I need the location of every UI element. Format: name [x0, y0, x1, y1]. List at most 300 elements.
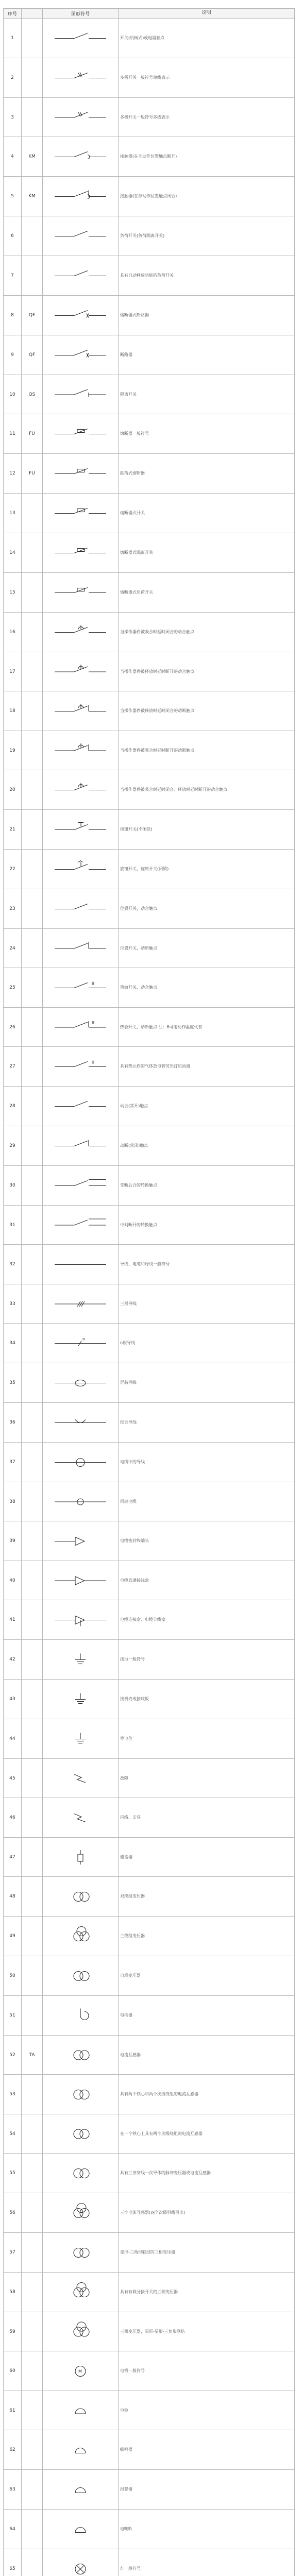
row-description: 电抗器 — [119, 1996, 295, 2036]
row-index: 15 — [4, 573, 22, 613]
row-code — [22, 731, 43, 770]
three-wire-icon — [44, 1286, 116, 1322]
row-code — [22, 850, 43, 889]
symbol-table — [3, 8, 295, 2576]
header-code — [22, 9, 43, 19]
row-description: 中间断开的转换触点 — [119, 1206, 295, 1245]
table-row — [4, 2510, 295, 2549]
row-symbol — [43, 375, 119, 414]
row-symbol — [43, 770, 119, 810]
row-index: 55 — [4, 2154, 22, 2193]
fuse-disc2-icon — [44, 535, 116, 571]
row-index: 11 — [4, 414, 22, 454]
row-index: 9 — [4, 335, 22, 375]
row-code — [22, 2075, 43, 2114]
row-symbol — [43, 1482, 119, 1521]
row-description: 动合(常开)触点 — [119, 1087, 295, 1126]
row-index: 21 — [4, 810, 22, 850]
row-index: 17 — [4, 652, 22, 691]
table-row — [4, 1917, 295, 1956]
row-symbol — [43, 1324, 119, 1363]
row-index: 34 — [4, 1324, 22, 1363]
row-symbol — [43, 2114, 119, 2154]
row-code: KM — [22, 137, 43, 177]
row-index: 38 — [4, 1482, 22, 1521]
table-row — [4, 770, 295, 810]
row-code — [22, 652, 43, 691]
fuse-switch-icon — [44, 416, 116, 452]
row-code — [22, 494, 43, 533]
contactor-icon — [44, 139, 116, 175]
row-description: 接机壳或接底板 — [119, 1680, 295, 1719]
row-code — [22, 216, 43, 256]
row-symbol — [43, 2351, 119, 2391]
row-symbol — [43, 2075, 119, 2114]
row-code — [22, 533, 43, 573]
row-index: 48 — [4, 1877, 22, 1917]
table-row — [4, 1680, 295, 1719]
switch-plain-icon — [44, 20, 116, 57]
row-index: 43 — [4, 1680, 22, 1719]
row-index: 49 — [4, 1917, 22, 1956]
header-index: 序号 — [4, 9, 22, 19]
row-symbol — [43, 1917, 119, 1956]
row-description: 多极开关一般符号多线表示 — [119, 98, 295, 137]
row-description: 电缆中的导线 — [119, 1443, 295, 1482]
table-row — [4, 2114, 295, 2154]
row-code — [22, 1403, 43, 1443]
row-code — [22, 1719, 43, 1759]
transformer-icon — [44, 1878, 116, 1915]
row-index: 26 — [4, 1008, 22, 1047]
cable-icon — [44, 1444, 116, 1481]
row-index: 31 — [4, 1206, 22, 1245]
row-code: TA — [22, 2036, 43, 2075]
row-symbol — [43, 2391, 119, 2430]
row-description: 热敏开关，动断触点 注：θ可用动作温度代替 — [119, 1008, 295, 1047]
table-row — [4, 1561, 295, 1600]
row-index: 54 — [4, 2114, 22, 2154]
row-description: 接触器(在非动作位置触点闭合) — [119, 177, 295, 216]
row-code — [22, 2351, 43, 2391]
row-symbol — [43, 216, 119, 256]
row-index: 22 — [4, 850, 22, 889]
twisted-icon — [44, 1404, 116, 1441]
table-row — [4, 494, 295, 533]
row-description: 报警器 — [119, 2470, 295, 2510]
row-symbol — [43, 1206, 119, 1245]
table-row — [4, 613, 295, 652]
row-code — [22, 1324, 43, 1363]
row-symbol — [43, 1996, 119, 2036]
table-row — [4, 2154, 295, 2193]
row-index: 16 — [4, 613, 22, 652]
row-index: 27 — [4, 1047, 22, 1087]
row-symbol — [43, 137, 119, 177]
row-index: 14 — [4, 533, 22, 573]
row-index: 1 — [4, 19, 22, 58]
row-index: 64 — [4, 2510, 22, 2549]
row-description: 位置开关，动断触点 — [119, 929, 295, 968]
row-description: 三个电流互感器(四个次级引线引出) — [119, 2193, 295, 2233]
row-symbol — [43, 929, 119, 968]
row-code — [22, 98, 43, 137]
row-symbol — [43, 1245, 119, 1284]
row-index: 61 — [4, 2391, 22, 2430]
row-code — [22, 2391, 43, 2430]
table-row — [4, 1166, 295, 1206]
motor-icon — [44, 2353, 116, 2389]
row-symbol — [43, 613, 119, 652]
row-index: 46 — [4, 1798, 22, 1838]
row-code — [22, 1640, 43, 1680]
row-symbol — [43, 1759, 119, 1798]
row-symbol — [43, 2036, 119, 2075]
row-description: 熔断器式断路器 — [119, 296, 295, 335]
row-index: 32 — [4, 1245, 22, 1284]
t-junction-icon — [44, 1602, 116, 1638]
changeover-icon — [44, 1167, 116, 1204]
row-code: QS — [22, 375, 43, 414]
row-symbol — [43, 1126, 119, 1166]
row-symbol — [43, 1600, 119, 1640]
row-symbol — [43, 1087, 119, 1126]
relay-on-nc-icon — [44, 693, 116, 730]
row-index: 53 — [4, 2075, 22, 2114]
row-symbol — [43, 256, 119, 296]
row-symbol — [43, 98, 119, 137]
row-code: KM — [22, 177, 43, 216]
row-code — [22, 1126, 43, 1166]
row-index: 45 — [4, 1759, 22, 1798]
table-row — [4, 2351, 295, 2391]
table-row — [4, 929, 295, 968]
row-description: 避雷器 — [119, 1838, 295, 1877]
row-index: 6 — [4, 216, 22, 256]
row-index: 5 — [4, 177, 22, 216]
fuse-switch2-icon — [44, 455, 116, 492]
row-code: QF — [22, 335, 43, 375]
row-description: 星形-三角形联结的三相变压器 — [119, 2233, 295, 2273]
table-row — [4, 1798, 295, 1838]
row-code — [22, 573, 43, 613]
row-symbol — [43, 2549, 119, 2576]
table-row — [4, 335, 295, 375]
row-code — [22, 1047, 43, 1087]
row-index: 37 — [4, 1443, 22, 1482]
row-code — [22, 1917, 43, 1956]
row-description: 当操作器件被吸合时延时闭合的动合触点 — [119, 613, 295, 652]
row-index: 3 — [4, 98, 22, 137]
row-description: 接地一般符号 — [119, 1640, 295, 1680]
contactor-nc-icon — [44, 178, 116, 215]
row-symbol — [43, 2154, 119, 2193]
row-index: 41 — [4, 1600, 22, 1640]
row-symbol — [43, 2312, 119, 2351]
row-symbol — [43, 968, 119, 1008]
row-description: 三绕组变压器 — [119, 1917, 295, 1956]
table-row — [4, 1482, 295, 1521]
table-row — [4, 137, 295, 177]
bell-icon — [44, 2393, 116, 2429]
row-description: 开关(机械式)或电器触点 — [119, 19, 295, 58]
row-index: 56 — [4, 2193, 22, 2233]
row-index: 36 — [4, 1403, 22, 1443]
row-index: 62 — [4, 2430, 22, 2470]
row-description: 隔离开关 — [119, 375, 295, 414]
table-row — [4, 375, 295, 414]
row-symbol — [43, 889, 119, 929]
row-code — [22, 2549, 43, 2576]
row-symbol — [43, 1008, 119, 1047]
row-symbol — [43, 533, 119, 573]
ct-icon — [44, 2037, 116, 2073]
table-row — [4, 2036, 295, 2075]
table-row — [4, 652, 295, 691]
pt-3-icon — [44, 2195, 116, 2231]
row-symbol — [43, 1838, 119, 1877]
table-row — [4, 2549, 295, 2576]
row-code — [22, 1363, 43, 1403]
shielded-icon — [44, 1365, 116, 1401]
row-description: 电铃 — [119, 2391, 295, 2430]
row-code — [22, 2430, 43, 2470]
thermal-icon — [44, 970, 116, 1006]
table-row — [4, 533, 295, 573]
row-code — [22, 2114, 43, 2154]
row-index: 65 — [4, 2549, 22, 2576]
row-code — [22, 1600, 43, 1640]
junction-icon — [44, 1563, 116, 1599]
row-index: 44 — [4, 1719, 22, 1759]
row-symbol — [43, 2510, 119, 2549]
n-wire-icon — [44, 1325, 116, 1362]
row-description: 断路器 — [119, 335, 295, 375]
relay-off-nc-icon — [44, 733, 116, 769]
row-description: 熔断器式开关 — [119, 494, 295, 533]
row-description: 三相变压器，星形-星形-三角形联结 — [119, 2312, 295, 2351]
row-description: 蜂鸣器 — [119, 2430, 295, 2470]
row-description: 电缆连接盒、电缆分线盒 — [119, 1600, 295, 1640]
row-code — [22, 2233, 43, 2273]
row-description: 当操作器件被释放时延时闭合的动断触点 — [119, 691, 295, 731]
row-description: 动断(常闭)触点 — [119, 1126, 295, 1166]
row-code — [22, 613, 43, 652]
row-description: 具有有载分接开关的三相变压器 — [119, 2273, 295, 2312]
row-code — [22, 1759, 43, 1798]
table-row — [4, 2075, 295, 2114]
row-index: 59 — [4, 2312, 22, 2351]
breaker2-icon — [44, 337, 116, 374]
row-symbol — [43, 2273, 119, 2312]
horn-icon — [44, 2471, 116, 2508]
table-row — [4, 2430, 295, 2470]
row-symbol — [43, 414, 119, 454]
frame-ground-icon — [44, 1681, 116, 1718]
table-row — [4, 98, 295, 137]
coax-icon — [44, 1484, 116, 1520]
row-code: FU — [22, 414, 43, 454]
row-description: 三根导线 — [119, 1284, 295, 1324]
row-symbol — [43, 652, 119, 691]
row-symbol — [43, 454, 119, 494]
row-code — [22, 19, 43, 58]
row-symbol — [43, 1521, 119, 1561]
table-row — [4, 1245, 295, 1284]
row-description: 故障 — [119, 1759, 295, 1798]
table-row — [4, 1877, 295, 1917]
row-symbol — [43, 177, 119, 216]
pos-nc-icon — [44, 930, 116, 967]
table-row — [4, 1759, 295, 1798]
conductor-icon — [44, 1246, 116, 1283]
row-description: 同轴电缆 — [119, 1482, 295, 1521]
row-description: 自耦变压器 — [119, 1956, 295, 1996]
row-index: 40 — [4, 1561, 22, 1600]
relay-both-icon — [44, 772, 116, 808]
row-symbol — [43, 1877, 119, 1917]
buzzer-icon — [44, 2432, 116, 2468]
table-row — [4, 2233, 295, 2273]
row-code — [22, 1838, 43, 1877]
row-symbol — [43, 494, 119, 533]
row-index: 7 — [4, 256, 22, 296]
row-code — [22, 968, 43, 1008]
row-symbol — [43, 1363, 119, 1403]
row-index: 18 — [4, 691, 22, 731]
switch-multi-icon — [44, 60, 116, 96]
row-symbol — [43, 1403, 119, 1443]
table-row — [4, 2470, 295, 2510]
row-code — [22, 1680, 43, 1719]
row-index: 30 — [4, 1166, 22, 1206]
vt-3-icon — [44, 2274, 116, 2311]
row-index: 42 — [4, 1640, 22, 1680]
row-code — [22, 2154, 43, 2193]
row-index: 35 — [4, 1363, 22, 1403]
ct-single-icon — [44, 2116, 116, 2152]
table-row — [4, 1284, 295, 1324]
row-symbol — [43, 1798, 119, 1838]
transformer3-icon — [44, 1918, 116, 1955]
row-index: 52 — [4, 2036, 22, 2075]
row-description: 灯一般符号 — [119, 2549, 295, 2576]
fault-icon — [44, 1760, 116, 1797]
row-description: 旋钮开关、旋转开关(闭锁) — [119, 850, 295, 889]
row-description: n根导线 — [119, 1324, 295, 1363]
row-description: 电缆密封终端头 — [119, 1521, 295, 1561]
row-code — [22, 1245, 43, 1284]
table-row — [4, 1363, 295, 1403]
row-description: 先断后合的转换触点 — [119, 1166, 295, 1206]
table-row — [4, 850, 295, 889]
row-code — [22, 256, 43, 296]
equipot-icon — [44, 1721, 116, 1757]
isolator-icon — [44, 377, 116, 413]
row-index: 12 — [4, 454, 22, 494]
table-row — [4, 1047, 295, 1087]
flashover-icon — [44, 1800, 116, 1836]
row-index: 24 — [4, 929, 22, 968]
row-symbol — [43, 2233, 119, 2273]
table-row — [4, 1600, 295, 1640]
row-symbol — [43, 691, 119, 731]
row-symbol — [43, 335, 119, 375]
table-row — [4, 256, 295, 296]
rotary-icon — [44, 851, 116, 888]
table-row — [4, 414, 295, 454]
row-symbol — [43, 1640, 119, 1680]
table-row — [4, 1443, 295, 1482]
relay-off-icon — [44, 654, 116, 690]
row-code — [22, 2193, 43, 2233]
siren-icon — [44, 2511, 116, 2548]
row-symbol — [43, 1561, 119, 1600]
row-symbol — [43, 1047, 119, 1087]
mid-off-icon — [44, 1207, 116, 1243]
generator-icon — [44, 2314, 116, 2350]
relay-on-icon — [44, 614, 116, 651]
table-row — [4, 1956, 295, 1996]
row-code — [22, 1284, 43, 1324]
switch-multi3-icon — [44, 99, 116, 135]
row-description: 电流互感器 — [119, 2036, 295, 2075]
nc-contact-icon — [44, 1128, 116, 1164]
row-description: 熔断器式负荷开关 — [119, 573, 295, 613]
table-row — [4, 177, 295, 216]
table-row — [4, 889, 295, 929]
row-code — [22, 691, 43, 731]
row-description: 电缆直通接线盒 — [119, 1561, 295, 1600]
table-row — [4, 2193, 295, 2233]
reactor-icon — [44, 1997, 116, 2034]
row-code: QF — [22, 296, 43, 335]
row-index: 60 — [4, 2351, 22, 2391]
fuse-disc-icon — [44, 495, 116, 532]
row-symbol — [43, 1166, 119, 1206]
row-symbol — [43, 2193, 119, 2233]
svg-text:θ: θ — [92, 1060, 94, 1064]
row-description: 按钮开关(不闭锁) — [119, 810, 295, 850]
header-description: 说明 — [119, 9, 295, 19]
pos-no-icon — [44, 891, 116, 927]
row-code — [22, 1956, 43, 1996]
row-description: 具有自动释放功能的负荷开关 — [119, 256, 295, 296]
load-switch-icon — [44, 218, 116, 255]
svg-text:θ: θ — [92, 981, 94, 986]
row-code — [22, 1996, 43, 2036]
table-row — [4, 2312, 295, 2351]
row-description: 当操作器件被吸合时延时闭合、释放时延时断开的动合触点 — [119, 770, 295, 810]
row-description: 闪络、击穿 — [119, 1798, 295, 1838]
row-index: 57 — [4, 2233, 22, 2273]
table-row — [4, 1324, 295, 1363]
row-code — [22, 1087, 43, 1126]
row-code — [22, 1798, 43, 1838]
load-switch-auto-icon — [44, 258, 116, 294]
row-description: 当操作器件被吸合时延时断开的动断触点 — [119, 731, 295, 770]
table-row — [4, 1008, 295, 1047]
row-symbol — [43, 296, 119, 335]
row-code — [22, 1561, 43, 1600]
row-symbol — [43, 573, 119, 613]
arrester-icon — [44, 1839, 116, 1875]
table-row — [4, 2273, 295, 2312]
row-index: 47 — [4, 1838, 22, 1877]
row-symbol — [43, 1284, 119, 1324]
row-description: 具有两个铁心和两个次级绕组的电流互感器 — [119, 2075, 295, 2114]
row-description: 接触器(在非动作位置触点断开) — [119, 137, 295, 177]
